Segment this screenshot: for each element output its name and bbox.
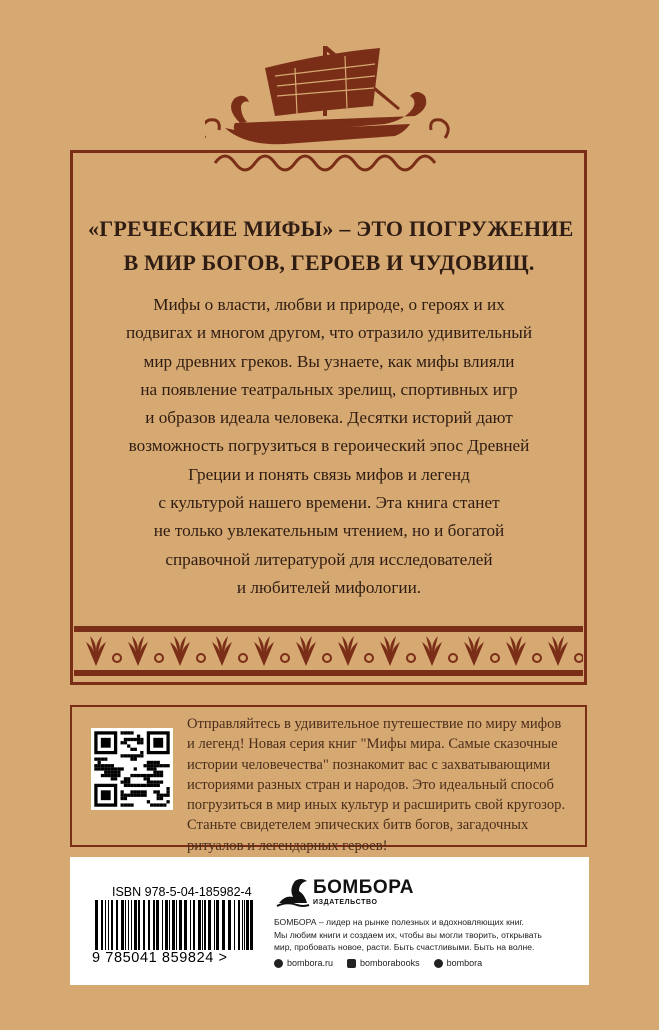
publisher-subtitle: ИЗДАТЕЛЬСТВО (313, 899, 378, 906)
promo-line: и легенд! Новая серия книг "Мифы мира. Самые сказочные (187, 736, 558, 753)
headline-line-1: «ГРЕЧЕСКИЕ МИФЫ» – ЭТО ПОГРУЖЕНИЕ (88, 216, 574, 241)
barcode-icon (93, 900, 258, 950)
isbn-label: ISBN 978-5-04-185982-4 (112, 885, 252, 899)
description-line: возможность погрузиться в героический эпос Древней (128, 436, 530, 456)
description-line: и образов идеала человека. Десятки историй дают (145, 408, 513, 428)
publisher-name: БОМБОРА (313, 877, 414, 898)
publisher-description-line: мир, пробовать новое, расти. Быть счастливыми. Быть на волне. (274, 942, 535, 952)
social-link-website[interactable] (274, 958, 333, 968)
publisher-description (274, 916, 579, 954)
headline (88, 212, 574, 280)
social-link-vk[interactable] (347, 958, 420, 968)
description-line: не только увлекательным чтением, но и богатой (153, 521, 505, 541)
social-label: bomborabooks (360, 958, 420, 968)
social-link-telegram[interactable] (434, 958, 483, 968)
description-line: справочной литературой для исследователей (165, 549, 493, 569)
social-label: bombora.ru (287, 958, 334, 968)
social-label: bombora (446, 958, 483, 968)
publisher-description-line: БОМБОРА – лидер на рынке полезных и вдохновляющих книг. (274, 917, 524, 927)
promo-line: ритуалов и легендарных героев! (187, 837, 388, 854)
description-text (100, 291, 558, 602)
social-links (274, 958, 482, 968)
description-line: на появление театральных зрелищ, спортивных игр (140, 379, 518, 399)
telegram-icon (434, 959, 443, 968)
headline-line-2: В МИР БОГОВ, ГЕРОЕВ И ЧУДОВИЩ. (123, 250, 535, 275)
description-line: мир древних греков. Вы узнаете, как мифы влияли (143, 351, 515, 371)
description-line: и любителей мифологии. (236, 577, 422, 597)
promo-line: погрузиться в мир иных культур и расширить свой кругозор. (187, 797, 566, 814)
description-line: Греции и понять связь мифов и легенд (188, 464, 470, 484)
promo-line: Отправляйтесь в удивительное путешествие по миру мифов (187, 716, 562, 732)
vk-icon (347, 959, 356, 968)
description-line: с культурой нашего времени. Эта книга станет (158, 493, 500, 513)
barcode-digits: 9 785041 859824 > (92, 950, 228, 966)
website-icon (274, 959, 283, 968)
bombora-logo-icon (275, 873, 311, 909)
description-line: подвигах и многом другом, что отразило удивительный (125, 323, 533, 343)
promo-line: Станьте свидетелем эпических битв богов, загадочных (187, 817, 529, 834)
promo-line: истории человечества" познакомит вас с захватывающими (187, 756, 551, 773)
palmette-frieze-ornament (74, 622, 583, 680)
qr-code-icon[interactable] (91, 728, 173, 810)
publisher-description-line: Мы любим книги и создаем их, чтобы вы могли творить, открывать (274, 929, 542, 940)
description-line: Мифы о власти, любви и природе, о героях и их (153, 295, 505, 314)
promo-line: историями разных стран и народов. Это идеальный способ (187, 776, 554, 793)
promo-text (187, 714, 582, 856)
